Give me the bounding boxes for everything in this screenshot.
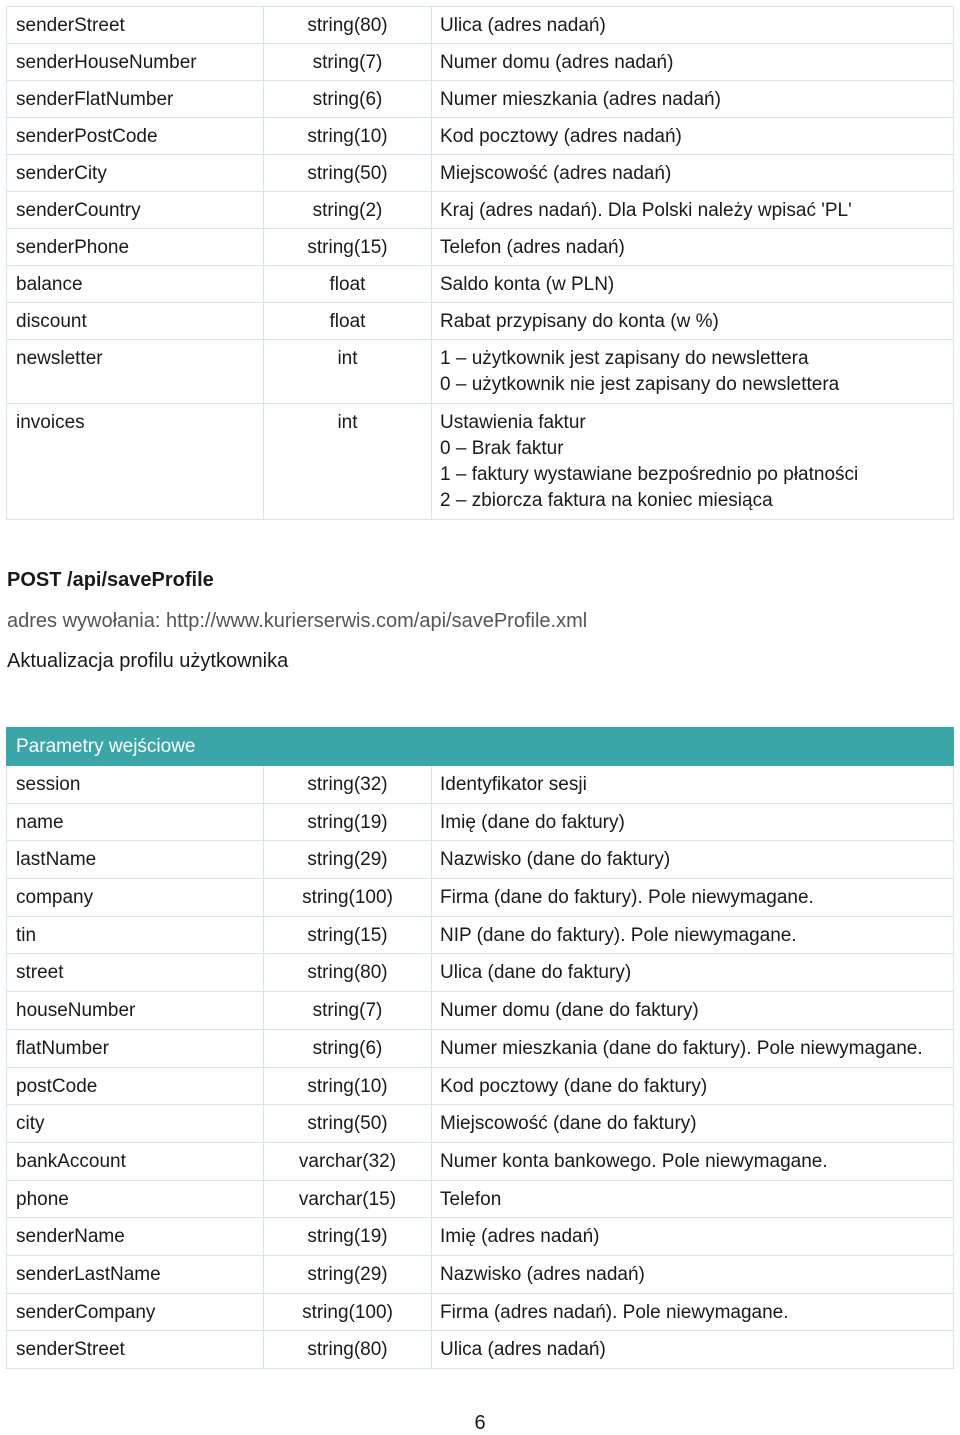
param-name: senderStreet [7,1331,264,1369]
param-type: varchar(32) [264,1142,432,1180]
table-row [7,1105,954,1143]
description-line: Ustawienia faktur [440,412,586,433]
param-description: Imię (dane do faktury) [432,803,954,841]
parameters-table-continued [6,6,954,520]
param-name: senderPhone [7,229,264,266]
param-description: Nazwisko (dane do faktury) [432,841,954,879]
table-row [7,879,954,917]
table-row [7,340,954,404]
param-type: string(7) [264,44,432,81]
description-line: Numer mieszkania (adres nadań) [440,89,721,110]
param-description: Ulica (dane do faktury) [432,954,954,992]
param-description: Numer konta bankowego. Pole niewymagane. [432,1142,954,1180]
description-line: Telefon (adres nadań) [440,237,625,258]
table-row [7,1218,954,1256]
param-type: string(6) [264,81,432,118]
param-name: name [7,803,264,841]
param-type: string(15) [264,916,432,954]
table-row [7,44,954,81]
param-description [432,340,954,404]
param-name: newsletter [7,340,264,404]
param-name: senderCountry [7,192,264,229]
param-type: varchar(15) [264,1180,432,1218]
param-type: int [264,404,432,520]
param-type: string(7) [264,992,432,1030]
param-type: string(29) [264,1255,432,1293]
param-name: discount [7,303,264,340]
param-type: string(100) [264,879,432,917]
param-name: street [7,954,264,992]
param-description: Ulica (adres nadań) [432,1331,954,1369]
table-row [7,303,954,340]
endpoint-title: POST /api/saveProfile [7,569,214,591]
param-description: Kod pocztowy (dane do faktury) [432,1067,954,1105]
param-description: NIP (dane do faktury). Pole niewymagane. [432,916,954,954]
param-name: lastName [7,841,264,879]
table-row [7,404,954,520]
param-description: Telefon [432,1180,954,1218]
description-line: 0 – Brak faktur [440,438,564,459]
table-header-row [7,728,954,766]
param-type: string(6) [264,1029,432,1067]
endpoint-url: adres wywołania: http://www.kurierserwis.com/api/saveProfile.xml [7,610,588,632]
table-row [7,1331,954,1369]
table-row [7,192,954,229]
param-description [432,81,954,118]
param-description [432,192,954,229]
param-type: string(80) [264,7,432,44]
param-description [432,155,954,192]
description-line: Rabat przypisany do konta (w %) [440,311,719,332]
param-type: string(29) [264,841,432,879]
table-row [7,992,954,1030]
param-description: Firma (adres nadań). Pole niewymagane. [432,1293,954,1331]
param-description [432,229,954,266]
param-type: string(19) [264,1218,432,1256]
param-type: string(50) [264,155,432,192]
param-type: string(100) [264,1293,432,1331]
param-name: postCode [7,1067,264,1105]
param-description [432,404,954,520]
param-type: string(15) [264,229,432,266]
description-line: 2 – zbiorcza faktura na koniec miesiąca [440,490,773,511]
description-line: Ulica (adres nadań) [440,15,606,36]
table-row [7,766,954,804]
description-line: Miejscowość (adres nadań) [440,163,672,184]
param-name: session [7,766,264,804]
param-name: senderCompany [7,1293,264,1331]
param-type: float [264,303,432,340]
description-line: Saldo konta (w PLN) [440,274,615,295]
table-row [7,266,954,303]
description-line: Numer domu (adres nadań) [440,52,674,73]
param-name: senderStreet [7,7,264,44]
table-row [7,1293,954,1331]
param-name: senderLastName [7,1255,264,1293]
param-name: company [7,879,264,917]
param-description: Imię (adres nadań) [432,1218,954,1256]
table-row [7,81,954,118]
param-name: senderPostCode [7,118,264,155]
param-name: invoices [7,404,264,520]
param-description: Miejscowość (dane do faktury) [432,1105,954,1143]
param-name: tin [7,916,264,954]
description-line: Kraj (adres nadań). Dla Polski należy wpisać 'PL' [440,200,852,221]
param-type: string(32) [264,766,432,804]
param-description [432,7,954,44]
table-row [7,1255,954,1293]
table-row [7,916,954,954]
param-type: string(2) [264,192,432,229]
endpoint-description: Aktualizacja profilu użytkownika [7,650,289,672]
param-name: senderFlatNumber [7,81,264,118]
description-line: 0 – użytkownik nie jest zapisany do newslettera [440,374,840,395]
table-row [7,155,954,192]
table-row [7,803,954,841]
param-description: Firma (dane do faktury). Pole niewymagane. [432,879,954,917]
param-name: houseNumber [7,992,264,1030]
description-line: 1 – faktury wystawiane bezpośrednio po płatności [440,464,859,485]
param-name: senderHouseNumber [7,44,264,81]
param-description: Identyfikator sesji [432,766,954,804]
table-row [7,1029,954,1067]
param-type: string(10) [264,1067,432,1105]
param-type: string(80) [264,1331,432,1369]
param-type: string(80) [264,954,432,992]
param-description [432,118,954,155]
param-type: int [264,340,432,404]
param-description: Nazwisko (adres nadań) [432,1255,954,1293]
table-row [7,1142,954,1180]
param-description [432,266,954,303]
param-type: string(19) [264,803,432,841]
param-name: city [7,1105,264,1143]
table-row [7,118,954,155]
param-description [432,303,954,340]
param-type: string(10) [264,118,432,155]
description-line: 1 – użytkownik jest zapisany do newslettera [440,348,809,369]
param-name: balance [7,266,264,303]
param-name: bankAccount [7,1142,264,1180]
param-description: Numer domu (dane do faktury) [432,992,954,1030]
param-type: string(50) [264,1105,432,1143]
table-row [7,1067,954,1105]
param-name: phone [7,1180,264,1218]
table-row [7,229,954,266]
param-description: Numer mieszkania (dane do faktury). Pole niewymagane. [432,1029,954,1067]
param-name: flatNumber [7,1029,264,1067]
table-row [7,954,954,992]
input-parameters-table [6,727,954,1369]
param-name: senderCity [7,155,264,192]
page-number: 6 [474,1412,486,1434]
table-row [7,7,954,44]
param-description [432,44,954,81]
description-line: Kod pocztowy (adres nadań) [440,126,682,147]
table-row [7,841,954,879]
table-header: Parametry wejściowe [7,728,954,766]
table-row [7,1180,954,1218]
param-name: senderName [7,1218,264,1256]
param-type: float [264,266,432,303]
